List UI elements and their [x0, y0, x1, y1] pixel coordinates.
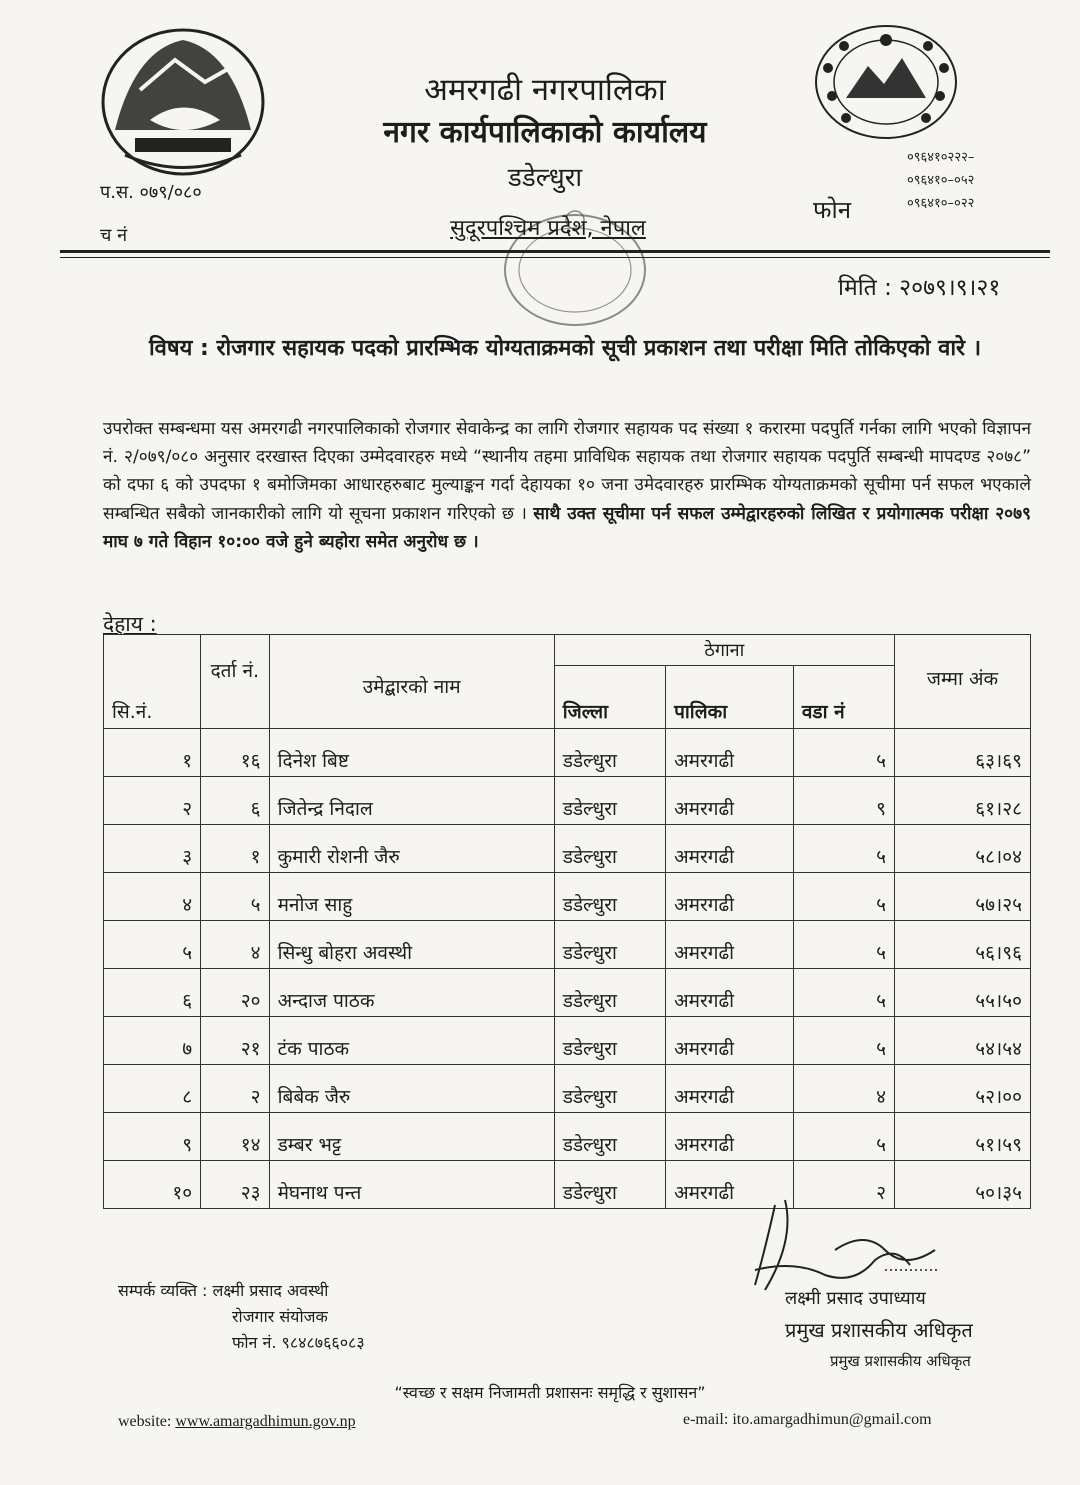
cell-name: डम्बर भट्ट [269, 1113, 554, 1161]
cell-total: ५५।५० [895, 969, 1031, 1017]
email-link[interactable]: ito.amargadhimun@gmail.com [732, 1411, 932, 1428]
col-header-reg-no: दर्ता नं. [201, 635, 269, 729]
cell-palika: अमरगढी [666, 921, 794, 969]
motto: “स्वच्छ र सक्षम निजामती प्रशासनः समृद्धि र सुशासन” [394, 1383, 706, 1402]
table-row [104, 921, 1031, 969]
body-text-bold: साथै उक्त सूचीमा पर्न सफल उम्मेद्वारहरुको लिखित र प्रयोगात्मक परीक्षा २०७९ माघ ७ गते विहान १०:०० वजे हुने ब्यहोरा समेत अनुरोध छ । [103, 503, 1031, 552]
table-row [104, 729, 1031, 777]
letter-date: मिति : २०७९।९।२१ [838, 275, 1001, 301]
phone-list [907, 146, 974, 215]
province-name: सुदूरपश्चिम प्रदेश, नेपाल [450, 216, 646, 241]
header-rule [60, 250, 1050, 253]
cell-name: टंक पाठक [269, 1017, 554, 1065]
dispatch-number: च नं [100, 225, 128, 246]
cell-district: डडेल्धुरा [554, 1113, 665, 1161]
phone-number: ०९६४१०–०५२ [907, 173, 975, 188]
cell-ward: ५ [793, 1113, 894, 1161]
nepal-emblem-logo [95, 20, 270, 180]
phone-number: ०९६४१०–०२२ [907, 196, 975, 211]
cell-ward: ५ [793, 825, 894, 873]
website-label: website: [118, 1413, 172, 1430]
cell-palika: अमरगढी [666, 1113, 794, 1161]
cell-reg-no: २० [201, 969, 269, 1017]
cell-name: मनोज साहु [269, 873, 554, 921]
cell-district: डडेल्धुरा [554, 1017, 665, 1065]
cell-ward: ५ [793, 969, 894, 1017]
col-header-address: ठेगाना [554, 635, 894, 666]
signature [735, 1190, 945, 1300]
cell-district: डडेल्धुरा [554, 729, 665, 777]
municipality-logo [806, 18, 966, 143]
website-link[interactable]: www.amargadhimun.gov.np [175, 1413, 356, 1430]
cell-reg-no: १६ [201, 729, 269, 777]
col-header-palika: पालिका [666, 666, 794, 729]
cell-name: सिन्धु बोहरा अवस्थी [269, 921, 554, 969]
cell-palika: अमरगढी [666, 1017, 794, 1065]
cell-ward: ९ [793, 777, 894, 825]
cell-palika: अमरगढी [666, 729, 794, 777]
cell-name: जितेन्द्र निदाल [269, 777, 554, 825]
cell-sn: २ [104, 777, 201, 825]
cell-total: ५०।३५ [895, 1161, 1031, 1209]
cell-name: दिनेश बिष्ट [269, 729, 554, 777]
table-row [104, 825, 1031, 873]
officer-stamp-title: प्रमुख प्रशासकीय अधिकृत [830, 1352, 971, 1370]
cell-palika: अमरगढी [666, 1065, 794, 1113]
website-line [118, 1413, 356, 1431]
cell-sn: ९ [104, 1113, 201, 1161]
cell-sn: ३ [104, 825, 201, 873]
body-text: उपरोक्त सम्बन्धमा यस अमरगढी नगरपालिकाको रोजगार सेवाकेन्द्र का लागि रोजगार सहायक पद संख्या १ करारमा पदपुर्ति गर्नका लागि भएको विज्ञापन नं. २/०७९/०८० अनुसार दरखास्त दिएका उम्मेदवारहरु मध्ये “स्थानीय तहमा प्राविधिक सहायक तथा रोजगार सहायक पदपुर्ति सम्बन्धी मापदण्ड २०७८” को दफा ६ को उपदफा १ बमोजिमका आधारहरुबाट मुल्याङ्कन गर्दा देहायका १० जना उमेदवारहरु प्रारम्भिक योग्यताक्रमको सूचीमा पर्न सफल भएकाले सम्बन्धित सबैको जानकारीको लागि यो सूचना प्रकाशन गरिएको छ । [103, 419, 1031, 524]
cell-total: ५४।५४ [895, 1017, 1031, 1065]
cell-reg-no: ६ [201, 777, 269, 825]
cell-sn: ७ [104, 1017, 201, 1065]
cell-name: अन्दाज पाठक [269, 969, 554, 1017]
cell-total: ५७।२५ [895, 873, 1031, 921]
cell-district: डडेल्धुरा [554, 873, 665, 921]
cell-district: डडेल्धुरा [554, 969, 665, 1017]
cell-district: डडेल्धुरा [554, 921, 665, 969]
cell-sn: ४ [104, 873, 201, 921]
cell-palika: अमरगढी [666, 777, 794, 825]
cell-palika: अमरगढी [666, 969, 794, 1017]
cell-district: डडेल्धुरा [554, 1065, 665, 1113]
district-name: डडेल्धुरा [507, 163, 583, 193]
cell-reg-no: ४ [201, 921, 269, 969]
cell-reg-no: २१ [201, 1017, 269, 1065]
email-line [683, 1411, 932, 1429]
cell-district: डडेल्धुरा [554, 1161, 665, 1209]
cell-sn: १ [104, 729, 201, 777]
cell-ward: ५ [793, 921, 894, 969]
contact-block [118, 1278, 365, 1356]
office-name: नगर कार्यपालिकाको कार्यालय [383, 115, 707, 150]
cell-total: ५६।९६ [895, 921, 1031, 969]
org-name: अमरगढी नगरपालिका [424, 72, 666, 108]
table-row [104, 1065, 1031, 1113]
contact-phone: फोन नं. ९८४८७६६०८३ [232, 1333, 365, 1352]
cell-palika: अमरगढी [666, 873, 794, 921]
reference-number: प.स. ०७९/०८० [100, 182, 202, 203]
phone-number: ०९६४१०२२२– [907, 150, 975, 165]
cell-name: बिबेक जैरु [269, 1065, 554, 1113]
cell-total: ६३।६९ [895, 729, 1031, 777]
officer-title: प्रमुख प्रशासकीय अधिकृत [785, 1318, 973, 1342]
cell-sn: ५ [104, 921, 201, 969]
cell-ward: २ [793, 1161, 894, 1209]
table-row [104, 873, 1031, 921]
cell-total: ५१।५९ [895, 1113, 1031, 1161]
cell-name: मेघनाथ पन्त [269, 1161, 554, 1209]
cell-palika: अमरगढी [666, 1161, 794, 1209]
cell-total: ५२।०० [895, 1065, 1031, 1113]
col-header-district: जिल्ला [554, 666, 665, 729]
cell-sn: ८ [104, 1065, 201, 1113]
cell-reg-no: २३ [201, 1161, 269, 1209]
phone-label: फोन [813, 196, 852, 224]
cell-palika: अमरगढी [666, 825, 794, 873]
col-header-sn: सि.नं. [104, 635, 201, 729]
cell-ward: ५ [793, 729, 894, 777]
body-paragraph [103, 415, 1031, 556]
officer-name: लक्ष्मी प्रसाद उपाध्याय [785, 1288, 926, 1309]
candidate-table [103, 634, 1031, 1209]
table-row [104, 777, 1031, 825]
col-header-total: जम्मा अंक [895, 635, 1031, 729]
subject-line: विषय : रोजगार सहायक पदको प्रारम्भिक योग्यताक्रमको सूची प्रकाशन तथा परीक्षा मिति तोकिएको वारे । [148, 336, 982, 361]
cell-reg-no: २ [201, 1065, 269, 1113]
cell-ward: ५ [793, 1017, 894, 1065]
cell-sn: १० [104, 1161, 201, 1209]
cell-ward: ५ [793, 873, 894, 921]
cell-total: ६१।२८ [895, 777, 1031, 825]
cell-name: कुमारी रोशनी जैरु [269, 825, 554, 873]
cell-total: ५८।०४ [895, 825, 1031, 873]
email-label: e-mail: [683, 1411, 729, 1428]
list-label: देहाय : [103, 612, 157, 636]
col-header-name: उमेद्बारको नाम [269, 635, 554, 729]
cell-ward: ४ [793, 1065, 894, 1113]
cell-reg-no: १४ [201, 1113, 269, 1161]
cell-district: डडेल्धुरा [554, 777, 665, 825]
cell-reg-no: १ [201, 825, 269, 873]
header-rule-thin [60, 257, 1050, 258]
col-header-ward: वडा नं [793, 666, 894, 729]
table-row [104, 969, 1031, 1017]
cell-sn: ६ [104, 969, 201, 1017]
table-row [104, 1017, 1031, 1065]
table-row [104, 1113, 1031, 1161]
cell-reg-no: ५ [201, 873, 269, 921]
cell-district: डडेल्धुरा [554, 825, 665, 873]
contact-person: सम्पर्क व्यक्ति : लक्ष्मी प्रसाद अवस्थी [118, 1281, 329, 1300]
contact-role: रोजगार संयोजक [232, 1307, 328, 1326]
